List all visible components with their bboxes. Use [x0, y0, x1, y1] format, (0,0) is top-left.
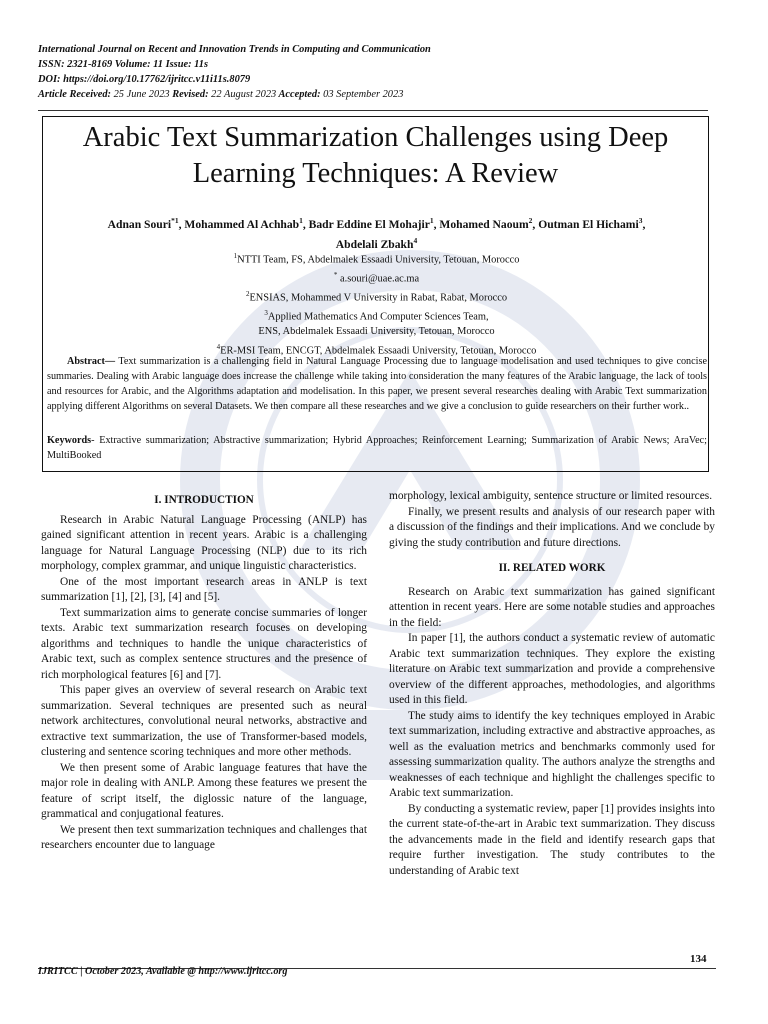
footer-journal: IJRITCC — [38, 966, 78, 977]
affiliation-marker: * — [333, 271, 338, 280]
title-line-1: Arabic Text Summarization Challenges using Deep — [82, 122, 669, 153]
affiliation-marker: 3 — [264, 309, 268, 318]
revised-label: Revised: — [172, 89, 209, 100]
keywords-label: Keywords — [47, 435, 92, 446]
journal-header — [38, 42, 718, 102]
received-date: 25 June 2023 — [113, 89, 170, 100]
footer-availability: October 2023, Available @ http://www.ijritcc.org — [84, 966, 288, 977]
author-marker: 4 — [413, 235, 418, 245]
corresponding-email[interactable] — [63, 268, 690, 287]
body-paragraph: Finally, we present results and analysis of our research paper with a discussion of the findings and their implications. And we conclude by giving the study contribution and future directions. — [389, 505, 715, 549]
affiliation-marker: 2 — [245, 290, 250, 299]
body-paragraph: By conducting a systematic review, paper [1] provides insights into the current state-of-the-art in Arabic text summarization. They discuss the advancements made in the field and identify research gaps that require further investigation. The study contributes to the understanding of Arabic text — [389, 802, 715, 877]
revised-date: 22 August 2023 — [211, 89, 277, 100]
keywords — [47, 433, 707, 463]
email-text: a.souri@uae.ac.ma — [337, 273, 420, 285]
right-column — [389, 489, 715, 879]
article-dates — [38, 87, 718, 102]
affiliation-line: ENS, Abdelmalek Essaadi University, Tetouan, Morocco — [258, 326, 495, 338]
affiliations — [63, 249, 690, 359]
author-marker: 3 — [638, 216, 643, 225]
doi-link[interactable]: DOI: https://doi.org/10.17762/ijritcc.v11i11s.8079 — [38, 74, 251, 85]
affiliation-marker: 4 — [216, 342, 221, 351]
author-separator: , — [642, 217, 646, 231]
affiliation-text: NTTI Team, FS, Abdelmalek Essaadi University, Tetouan, Morocco — [237, 254, 520, 266]
author-marker: *1 — [171, 216, 179, 225]
affiliation-line — [63, 306, 690, 325]
issn-line: ISSN: 2321-8169 Volume: 11 Issue: 11s — [38, 59, 209, 70]
title-line-2: Learning Techniques: A Review — [192, 158, 559, 189]
affiliation-line — [63, 249, 690, 268]
header-divider — [38, 110, 708, 111]
abstract-text: Text summarization is a challenging field in Natural Language Processing due to language modelisation and used techniques to give concise summaries. Dealing with Arabic language does increase the challenge while taking into consideration the many features of the Arabic language, the lack of tools and resources for Arabic, and the Algorithms adaptation and modelisation. In this paper, we present several researches dealing with Arabic Text summarization applying different Algorithms on several Datasets. We then compare all these researches and we give a conclusion to guide researchers on their further work.. — [47, 356, 707, 412]
body-paragraph: One of the most important research areas in ANLP is text summarization [1], [2], [3], [4] and [5]. — [41, 575, 367, 603]
body-paragraph: Research on Arabic text summarization has gained significant attention in recent years. Here are some notable studies and approaches in the field: — [389, 585, 715, 629]
affiliation-text: Applied Mathematics And Computer Sciences Team, — [267, 311, 489, 323]
author-name: Adnan Souri — [107, 217, 172, 231]
body-paragraph: We then present some of Arabic language features that have the major role in dealing with ANLP. Among these features we present the feature of script itself, the diglossic nature of the language, grammatical and conjugational features. — [41, 761, 367, 820]
body-paragraph: In paper [1], the authors conduct a systematic review of automatic Arabic text summarization techniques. They explore the existing literature on Arabic text summarization and provide a comprehensive overview of the different approaches, methodologies, and algorithms used in this field. — [389, 632, 715, 706]
abstract-label: Abstract— — [67, 356, 116, 367]
affiliation-marker: 1 — [233, 252, 238, 260]
paper-title — [43, 120, 708, 192]
body-paragraph: Research in Arabic Natural Language Processing (ANLP) has gained significant attention in recent years. Arabic is a challenging language for Natural Language Processing (NLP) due to its rich morphology, complex grammar, and unique linguistic characteristics. — [41, 513, 367, 572]
left-column — [41, 489, 367, 854]
body-paragraph: This paper gives an overview of several research on Arabic text summarization. Several techniques are presented such as neural network architectures, convolutional neural networks, abstractive and extractive text summarization, the use of Transformer-based models, clustering and sentence scoring techniques and more other methods. — [41, 684, 367, 758]
author-marker: 2 — [528, 216, 533, 225]
author-name: , Mohammed Al Achhab — [178, 217, 300, 231]
author-name: Abdelali Zbakh — [335, 237, 414, 251]
author-marker: 1 — [429, 216, 434, 225]
body-paragraph: We present then text summarization techniques and challenges that researchers encounter due to language — [41, 823, 367, 851]
accepted-label: Accepted: — [278, 89, 321, 100]
page-footer — [38, 966, 287, 977]
page-number: 134 — [690, 953, 707, 965]
section-heading-related-work: II. RELATED WORK — [498, 562, 606, 574]
received-label: Article Received: — [38, 89, 111, 100]
footer-separator: | — [77, 966, 85, 977]
journal-name: International Journal on Recent and Innovation Trends in Computing and Communication — [38, 44, 431, 55]
author-list — [63, 213, 690, 253]
affiliation-line — [63, 287, 690, 306]
affiliation-text: ENSIAS, Mohammed V University in Rabat, Rabat, Morocco — [249, 292, 508, 304]
affiliation-text: ER-MSI Team, ENCGT, Abdelmalek Essaadi University, Tetouan, Morocco — [220, 345, 537, 357]
title-block — [42, 116, 709, 472]
body-paragraph: The study aims to identify the key techniques employed in Arabic text summarization, including extractive and abstractive approaches, as well as the evaluation metrics and benchmarks commonly used for assessing summarization quality. The authors analyze the strengths and weaknesses of each technique and highlight the challenges specific to Arabic text summarization. — [389, 709, 715, 799]
abstract — [47, 354, 707, 414]
section-heading-introduction: I. INTRODUCTION — [154, 494, 254, 506]
author-name: , Outman El Hichami — [532, 217, 639, 231]
keywords-text: - Extractive summarization; Abstractive summarization; Hybrid Approaches; Reinforcement Learning; Summarization of Arabic News; AraVec; MultiBooked — [47, 435, 707, 461]
accepted-date: 03 September 2023 — [323, 89, 404, 100]
author-name: , Mohamed Naoum — [433, 217, 529, 231]
author-name: , Badr Eddine El Mohajir — [302, 217, 430, 231]
body-paragraph-continued: morphology, lexical ambiguity, sentence structure or limited resources. — [389, 490, 713, 502]
body-paragraph: Text summarization aims to generate concise summaries of longer texts. Arabic text summarization research focuses on developing algorithms and techniques to handle the unique characteristics of Arabic text, such as complex sentence structures and the presence of rich morphological features [6] and [7]. — [41, 606, 367, 681]
author-marker: 1 — [299, 216, 303, 225]
